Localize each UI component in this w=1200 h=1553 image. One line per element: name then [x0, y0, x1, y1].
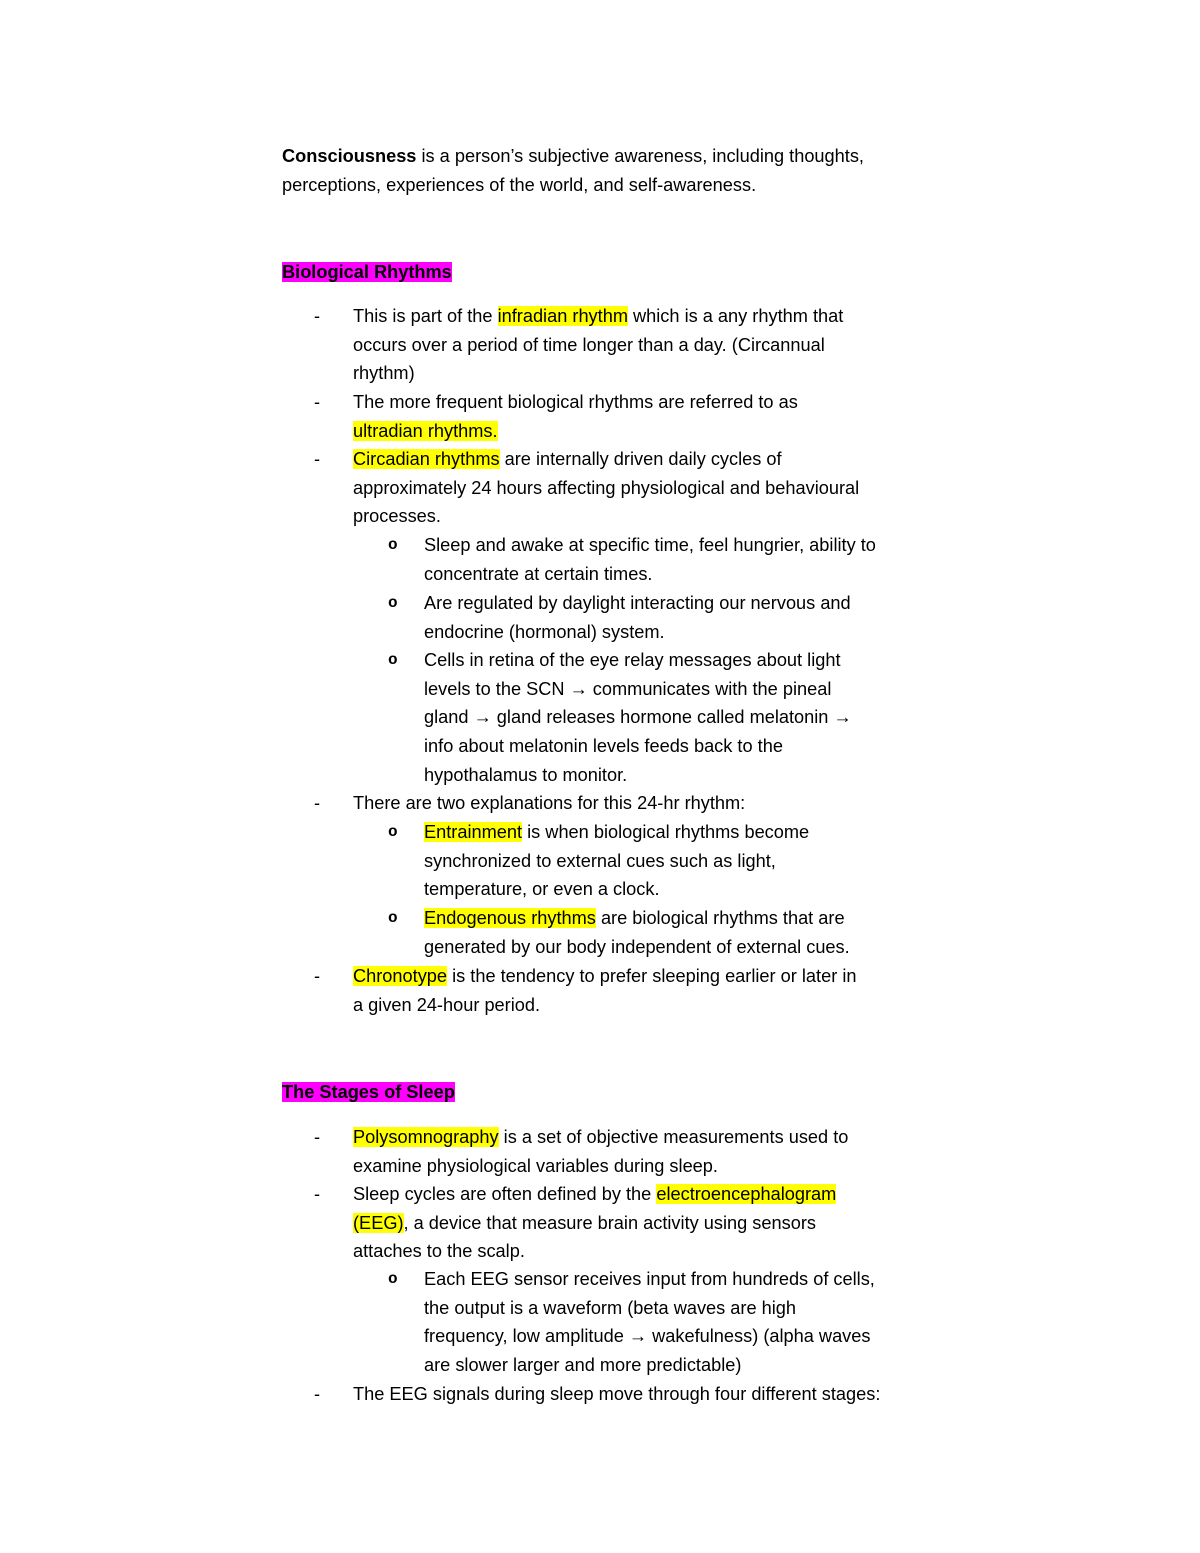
- list-item: Sleep cycles are often defined by the electroencephalogram (EEG), a device that measure brain activity using sensors attaches to the scalp.: [353, 1184, 837, 1262]
- bullet-dash: -: [314, 966, 321, 986]
- sub-list-item: Sleep and awake at specific time, feel hungrier, ability to concentrate at certain times.: [424, 535, 876, 584]
- section-heading-biological-rhythms: Biological Rhythms: [282, 262, 452, 282]
- list-item: The more frequent biological rhythms are referred to as ultradian rhythms.: [353, 392, 798, 441]
- sub-list-item: Each EEG sensor receives input from hundreds of cells, the output is a waveform (beta waves are high frequency, low amplitude → wakefulness) (alpha waves are slower larger and more predictable): [424, 1269, 875, 1376]
- highlighted-term: (EEG): [353, 1212, 404, 1233]
- intro-line-1: [282, 142, 864, 171]
- intro-term: Consciousness: [282, 146, 417, 166]
- bullet-circle: o: [388, 536, 398, 554]
- bullet-dash: -: [314, 1127, 321, 1147]
- bullet-dash: -: [314, 1384, 321, 1404]
- section-heading-stages-of-sleep: The Stages of Sleep: [282, 1082, 455, 1102]
- highlighted-term: Endogenous rhythms: [424, 908, 596, 928]
- list-item: There are two explanations for this 24-hr rhythm:: [353, 793, 746, 813]
- sub-list-item: Cells in retina of the eye relay messages about light levels to the SCN → communicates with the pineal gland → gland releases hormone called melatonin → info about melatonin levels feeds back to the hypothalamus to monitor.: [424, 650, 852, 785]
- bullet-circle: o: [388, 823, 398, 841]
- list-item: Circadian rhythms are internally driven daily cycles of approximately 24 hours affecting physiological and behavioural processes.: [353, 449, 860, 527]
- highlighted-term: Entrainment: [424, 822, 523, 842]
- bullet-circle: o: [388, 651, 398, 669]
- highlighted-term: Chronotype: [353, 966, 448, 986]
- bullet-circle: o: [388, 594, 398, 612]
- intro-line-1-rest: is a person’s subjective awareness, including thoughts,: [416, 146, 864, 166]
- arrow-right-icon: →: [569, 678, 588, 699]
- bullet-dash: -: [314, 1184, 321, 1204]
- arrow-right-icon: →: [473, 707, 492, 728]
- bullet-circle: o: [388, 1270, 398, 1288]
- list-item: This is part of the infradian rhythm which is a any rhythm that occurs over a period of time longer than a day. (Circannual rhythm): [353, 306, 844, 384]
- bullet-dash: -: [314, 306, 321, 326]
- bullet-dash: -: [314, 392, 321, 412]
- list-item: Chronotype is the tendency to prefer sleeping earlier or later in a given 24-hour period.: [353, 966, 857, 1015]
- list-item: The EEG signals during sleep move through four different stages:: [353, 1384, 881, 1404]
- bullet-dash: -: [314, 793, 321, 813]
- highlighted-term: Polysomnography: [353, 1127, 499, 1147]
- intro-line-2: perceptions, experiences of the world, and self-awareness.: [282, 174, 757, 195]
- arrow-right-icon: →: [628, 1326, 648, 1347]
- sub-list-item: Endogenous rhythms are biological rhythms that are generated by our body independent of external cues.: [424, 908, 850, 957]
- sub-list-item: Are regulated by daylight interacting our nervous and endocrine (hormonal) system.: [424, 593, 851, 642]
- sub-list-item: Entrainment is when biological rhythms become synchronized to external cues such as light, temperature, or even a clock.: [424, 822, 810, 900]
- list-item: Polysomnography is a set of objective measurements used to examine physiological variables during sleep.: [353, 1127, 849, 1176]
- bullet-circle: o: [388, 909, 398, 927]
- intro-paragraph: [282, 142, 864, 199]
- bullet-dash: -: [314, 449, 321, 469]
- highlighted-term: electroencephalogram: [656, 1184, 837, 1204]
- arrow-right-icon: →: [833, 707, 852, 728]
- highlighted-term: infradian rhythm: [497, 306, 628, 326]
- highlighted-term: ultradian rhythms.: [353, 420, 498, 441]
- highlighted-term: Circadian rhythms: [353, 449, 500, 469]
